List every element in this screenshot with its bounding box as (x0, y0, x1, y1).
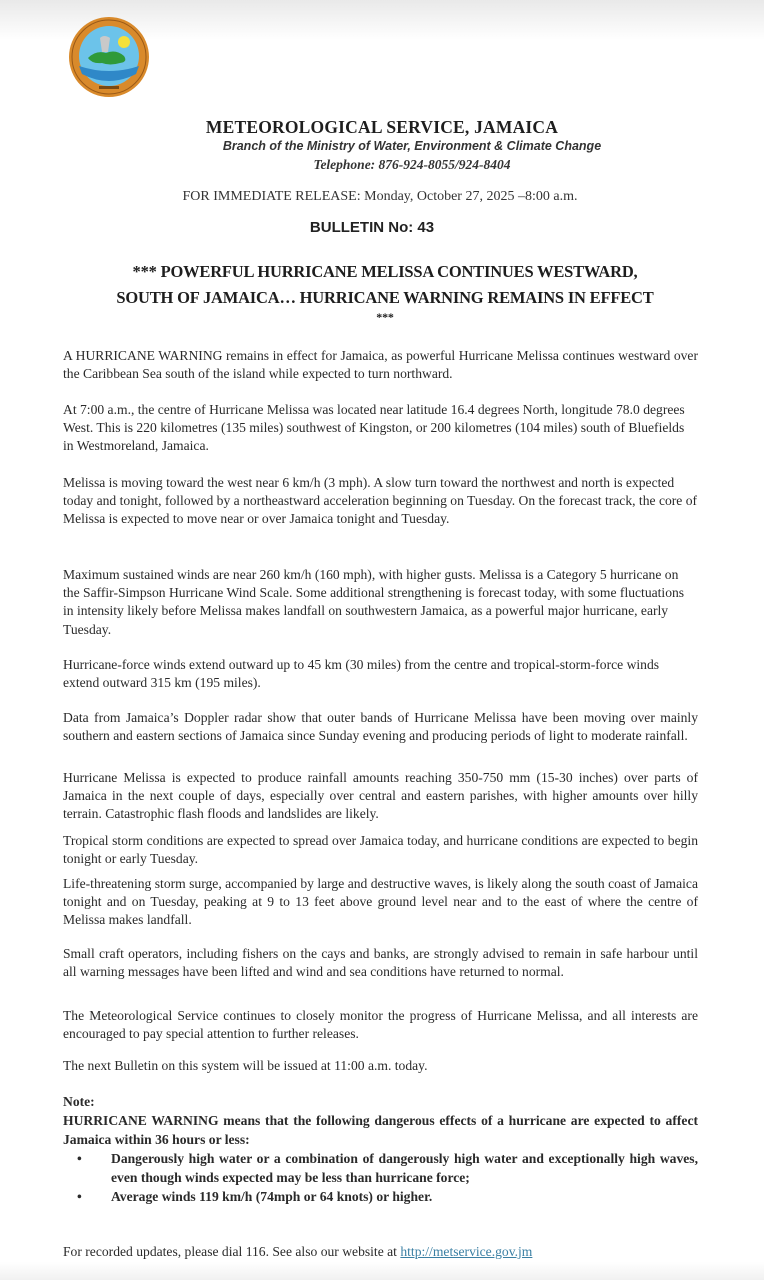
paragraph-radar: Data from Jamaica’s Doppler radar show that outer bands of Hurricane Melissa have been moving over mainly southern and eastern sections of Jamaica since Sunday evening and producing periods of light to moderate rainfall. (63, 710, 698, 744)
note-bullet-text: Average winds 119 km/h (74mph or 64 knots) or higher. (111, 1189, 433, 1204)
met-service-logo (66, 16, 152, 98)
note-bullet-item (77, 1149, 698, 1187)
headline-line-1: *** POWERFUL HURRICANE MELISSA CONTINUES WESTWARD, (132, 262, 638, 281)
branch-line: Branch of the Ministry of Water, Environment & Climate Change (222, 139, 602, 153)
paragraph-monitoring: The Meteorological Service continues to closely monitor the progress of Hurricane Melissa, and all interests are encouraged to pay special attention to further releases. (63, 1008, 698, 1042)
headline-stars: *** (376, 310, 394, 324)
paragraph-wind-extent: Hurricane-force winds extend outward up to 45 km (30 miles) from the centre and tropical-storm-force winds extend outward 315 km (195 miles). (63, 657, 660, 691)
bulletin-number: BULLETIN No: 43 (309, 219, 435, 236)
note-bullet-item (77, 1187, 698, 1206)
paragraph-winds: Maximum sustained winds are near 260 km/h (160 mph), with higher gusts. Melissa is a Category 5 hurricane on the Saffir-Simpson Hurricane Wind Scale. Some additional strengthening is forecast today, with some fluctuations in intensity likely before Melissa makes landfall on southwestern Jamaica, as a powerful major hurricane, early Tuesday. (63, 567, 685, 637)
paragraph-rainfall: Hurricane Melissa is expected to produce rainfall amounts reaching 350-750 mm (15-30 inches) over parts of Jamaica in the next couple of days, especially over central and eastern parishes, with higher amounts over hilly terrain. Catastrophic flash floods and landslides are likely. (63, 770, 698, 822)
bottom-shade (0, 1262, 764, 1280)
organization-name: METEOROLOGICAL SERVICE, JAMAICA (205, 117, 559, 137)
footer-text: For recorded updates, please dial 116. See also our website at (63, 1244, 401, 1259)
paragraph-storm-surge: Life-threatening storm surge, accompanied by large and destructive waves, is likely along the south coast of Jamaica tonight and on Tuesday, peaking at 9 to 13 feet above ground level near and to the east of where the centre of Melissa makes landfall. (63, 876, 698, 928)
release-line: FOR IMMEDIATE RELEASE: Monday, October 27, 2025 –8:00 a.m. (182, 189, 578, 204)
note-bullet-list (63, 1149, 698, 1206)
paragraph-warning: A HURRICANE WARNING remains in effect for Jamaica, as powerful Hurricane Melissa continues westward over the Caribbean Sea south of the island while expected to turn northward. (63, 348, 698, 382)
bullet-icon: • (77, 1151, 82, 1166)
paragraph-conditions: Tropical storm conditions are expected to spread over Jamaica today, and hurricane conditions are expected to begin tonight or early Tuesday. (63, 833, 698, 867)
headline-line-2: SOUTH OF JAMAICA… HURRICANE WARNING REMAINS IN EFFECT (116, 288, 654, 307)
paragraph-movement: Melissa is moving toward the west near 6 km/h (3 mph). A slow turn toward the northwest and north is expected today and tonight, followed by a northeastward acceleration beginning on Tuesday. On the forecast track, the core of Melissa is expected to move near or over Jamaica tonight and Tuesday. (63, 475, 698, 527)
note-bullet-text: Dangerously high water or a combination of dangerously high water and exceptionally high waves, even though winds expected may be less than hurricane force; (111, 1151, 698, 1185)
note-section (63, 1092, 698, 1206)
footer (63, 1244, 532, 1260)
paragraph-position: At 7:00 a.m., the centre of Hurricane Melissa was located near latitude 16.4 degrees North, longitude 78.0 degrees West. This is 220 kilometres (135 miles) southwest of Kingston, or 200 kilometres (104 miles) south of Bluefields in Westmoreland, Jamaica. (63, 402, 685, 454)
note-label: Note: (63, 1094, 95, 1109)
bullet-icon: • (77, 1189, 82, 1204)
headline (40, 259, 730, 323)
telephone-line: Telephone: 876-924-8055/924-8404 (313, 157, 511, 172)
website-link[interactable]: http://metservice.gov.jm (400, 1244, 533, 1259)
paragraph-small-craft: Small craft operators, including fishers on the cays and banks, are strongly advised to remain in safe harbour until all warning messages have been lifted and wind and sea conditions have returned to normal. (63, 946, 698, 980)
note-definition: HURRICANE WARNING means that the following dangerous effects of a hurricane are expected to affect Jamaica within 36 hours or less: (63, 1113, 698, 1147)
paragraph-next-bulletin: The next Bulletin on this system will be issued at 11:00 a.m. today. (63, 1058, 428, 1073)
